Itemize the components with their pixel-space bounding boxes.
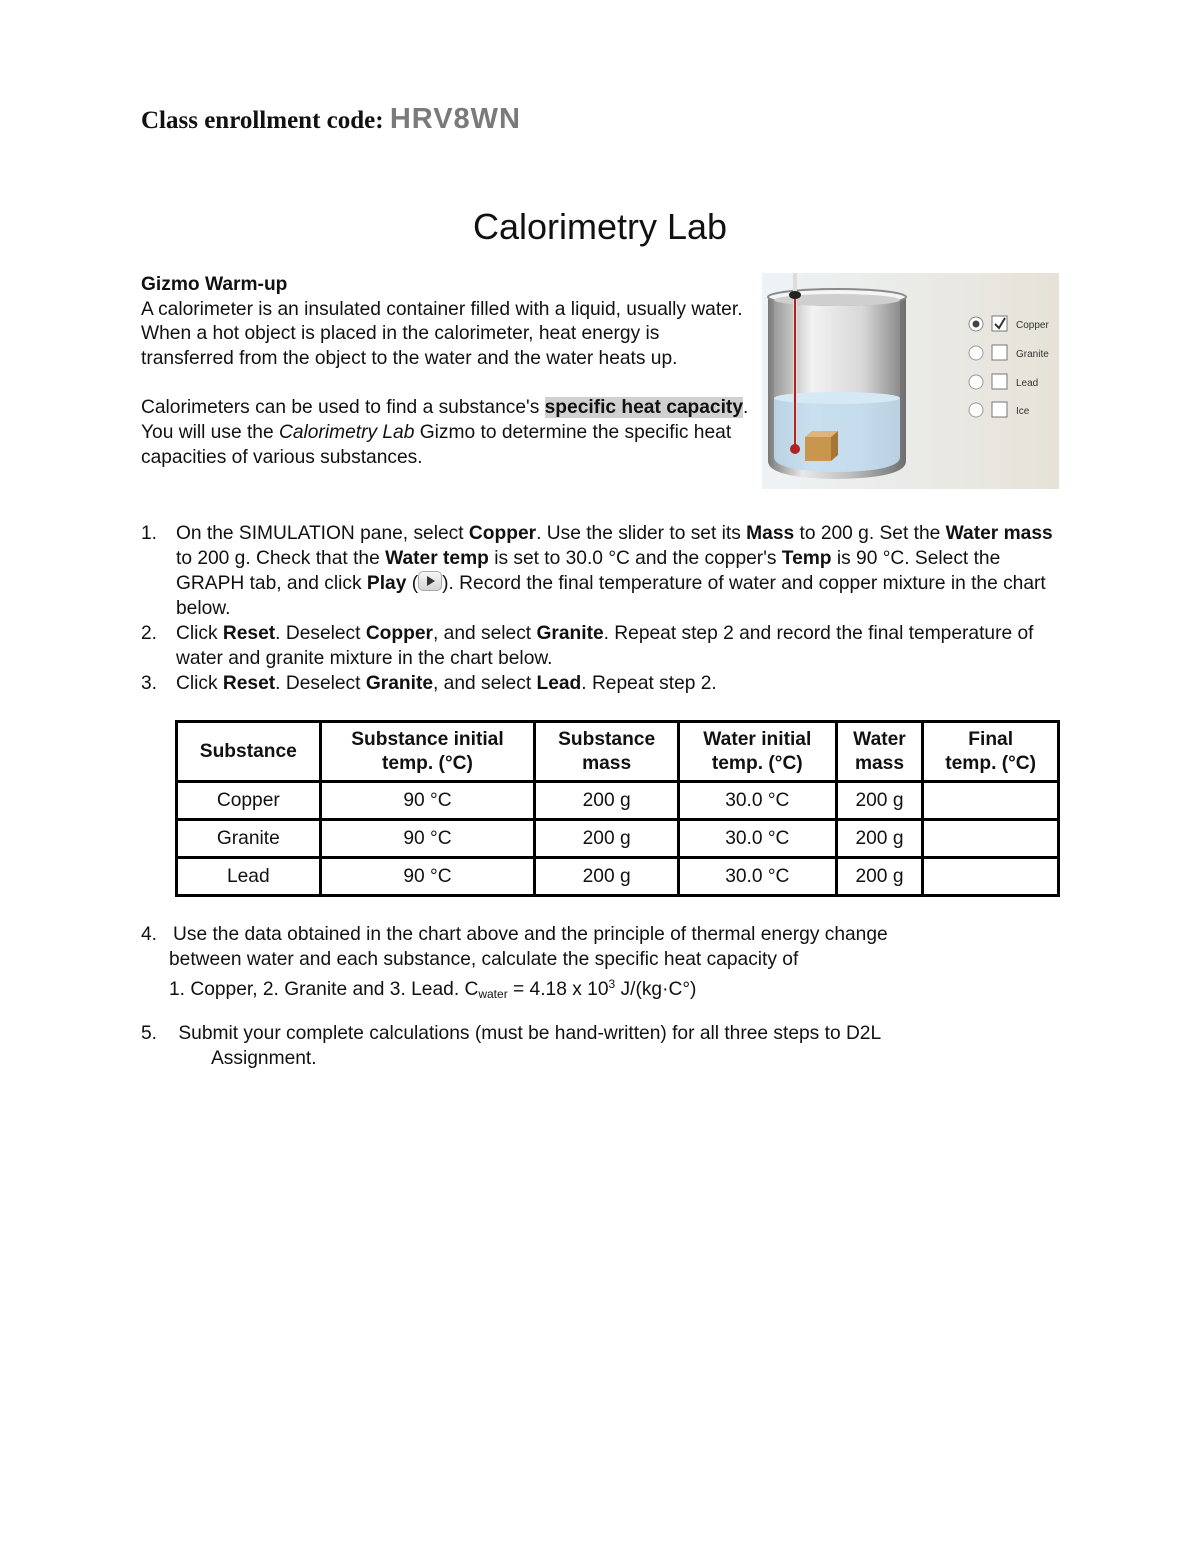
table-cell: Copper: [177, 782, 321, 820]
enrollment-code: HRV8WN: [389, 103, 521, 135]
step-3: 3. Click Reset. Deselect Granite, and select Lead. Repeat step 2.: [141, 673, 717, 694]
warmup-section: [141, 273, 751, 470]
data-table: [175, 720, 1060, 897]
table-row: [177, 820, 1059, 858]
table-row: [177, 858, 1059, 896]
question-5: 5. Submit your complete calculations (must be hand-written) for all three steps to D2L Assignment.: [141, 1023, 882, 1069]
svg-text:Lead: Lead: [1016, 378, 1039, 389]
warmup-heading: Gizmo Warm-up: [141, 274, 288, 295]
table-cell: 200 g: [535, 782, 679, 820]
enrollment-line: [141, 103, 521, 136]
table-cell: Lead: [177, 858, 321, 896]
question-5-number: 5.: [141, 1023, 158, 1044]
table-cell: 200 g: [836, 782, 923, 820]
table-cell: 30.0 °C: [678, 820, 836, 858]
table-header: Final temp. (°C): [923, 722, 1059, 782]
table-header: Substance mass: [535, 722, 679, 782]
step-2: 2. Click Reset. Deselect Copper, and select Granite. Repeat step 2 and record the final temperature of water and granite mixture in the chart below.: [141, 623, 1034, 669]
table-cell: Granite: [177, 820, 321, 858]
final-temp-cell[interactable]: [923, 858, 1059, 896]
table-header: Substance initial temp. (°C): [320, 722, 535, 782]
question-4: 4. Use the data obtained in the chart above and the principle of thermal energy change between water and each substance, calculate the specific heat capacity of 1. Copper, 2. Granite and 3. Lead. $C_{water} = 4.18$ x $10^3$ J/(kg·C°): [141, 924, 888, 1001]
table-cell: 30.0 °C: [678, 782, 836, 820]
svg-text:Granite: Granite: [1016, 349, 1049, 360]
enrollment-label: Class enrollment code:: [141, 107, 384, 134]
table-header: Water initial temp. (°C): [678, 722, 836, 782]
table-header-row: [177, 722, 1059, 782]
specific-heat-term: specific heat capacity: [544, 397, 743, 419]
play-icon: [418, 571, 442, 591]
table-cell: 200 g: [535, 820, 679, 858]
table-cell: 90 °C: [320, 782, 535, 820]
instructions-list: [141, 521, 1061, 696]
table-header: Substance: [177, 722, 321, 782]
question-4-number: 4.: [141, 924, 158, 945]
table-cell: 200 g: [535, 858, 679, 896]
table-header: Water mass: [836, 722, 923, 782]
table-cell: 200 g: [836, 858, 923, 896]
svg-text:Ice: Ice: [1016, 406, 1030, 417]
warmup-paragraph-2: Calorimeters can be used to find a substance's specific heat capacity. You will use the Calorimetry Lab Gizmo to determine the specific heat capacities of various substances.: [141, 397, 749, 468]
step-1: 1. On the SIMULATION pane, select Copper. Use the slider to set its Mass to 200 g. Set the Water mass to 200 g. Check that the Water temp is set to 30.0 °C and the copper's Temp is 90 °C. Select the GRAPH tab, and click Play ( ). Record the final temperature of water and copper mixture in the chart below.: [141, 523, 1053, 619]
final-temp-cell[interactable]: [923, 820, 1059, 858]
table-cell: 90 °C: [320, 858, 535, 896]
table-cell: 90 °C: [320, 820, 535, 858]
svg-text:Copper: Copper: [1016, 320, 1049, 331]
table-cell: 30.0 °C: [678, 858, 836, 896]
warmup-paragraph-1: A calorimeter is an insulated container filled with a liquid, usually water. When a hot object is placed in the calorimeter, heat energy is transferred from the object to the water and the water heats up.: [141, 298, 743, 369]
page-title: Calorimetry Lab: [472, 206, 728, 247]
final-temp-cell[interactable]: [923, 782, 1059, 820]
calorimeter-gizmo-image: [762, 273, 1059, 489]
table-cell: 200 g: [836, 820, 923, 858]
table-row: [177, 782, 1059, 820]
